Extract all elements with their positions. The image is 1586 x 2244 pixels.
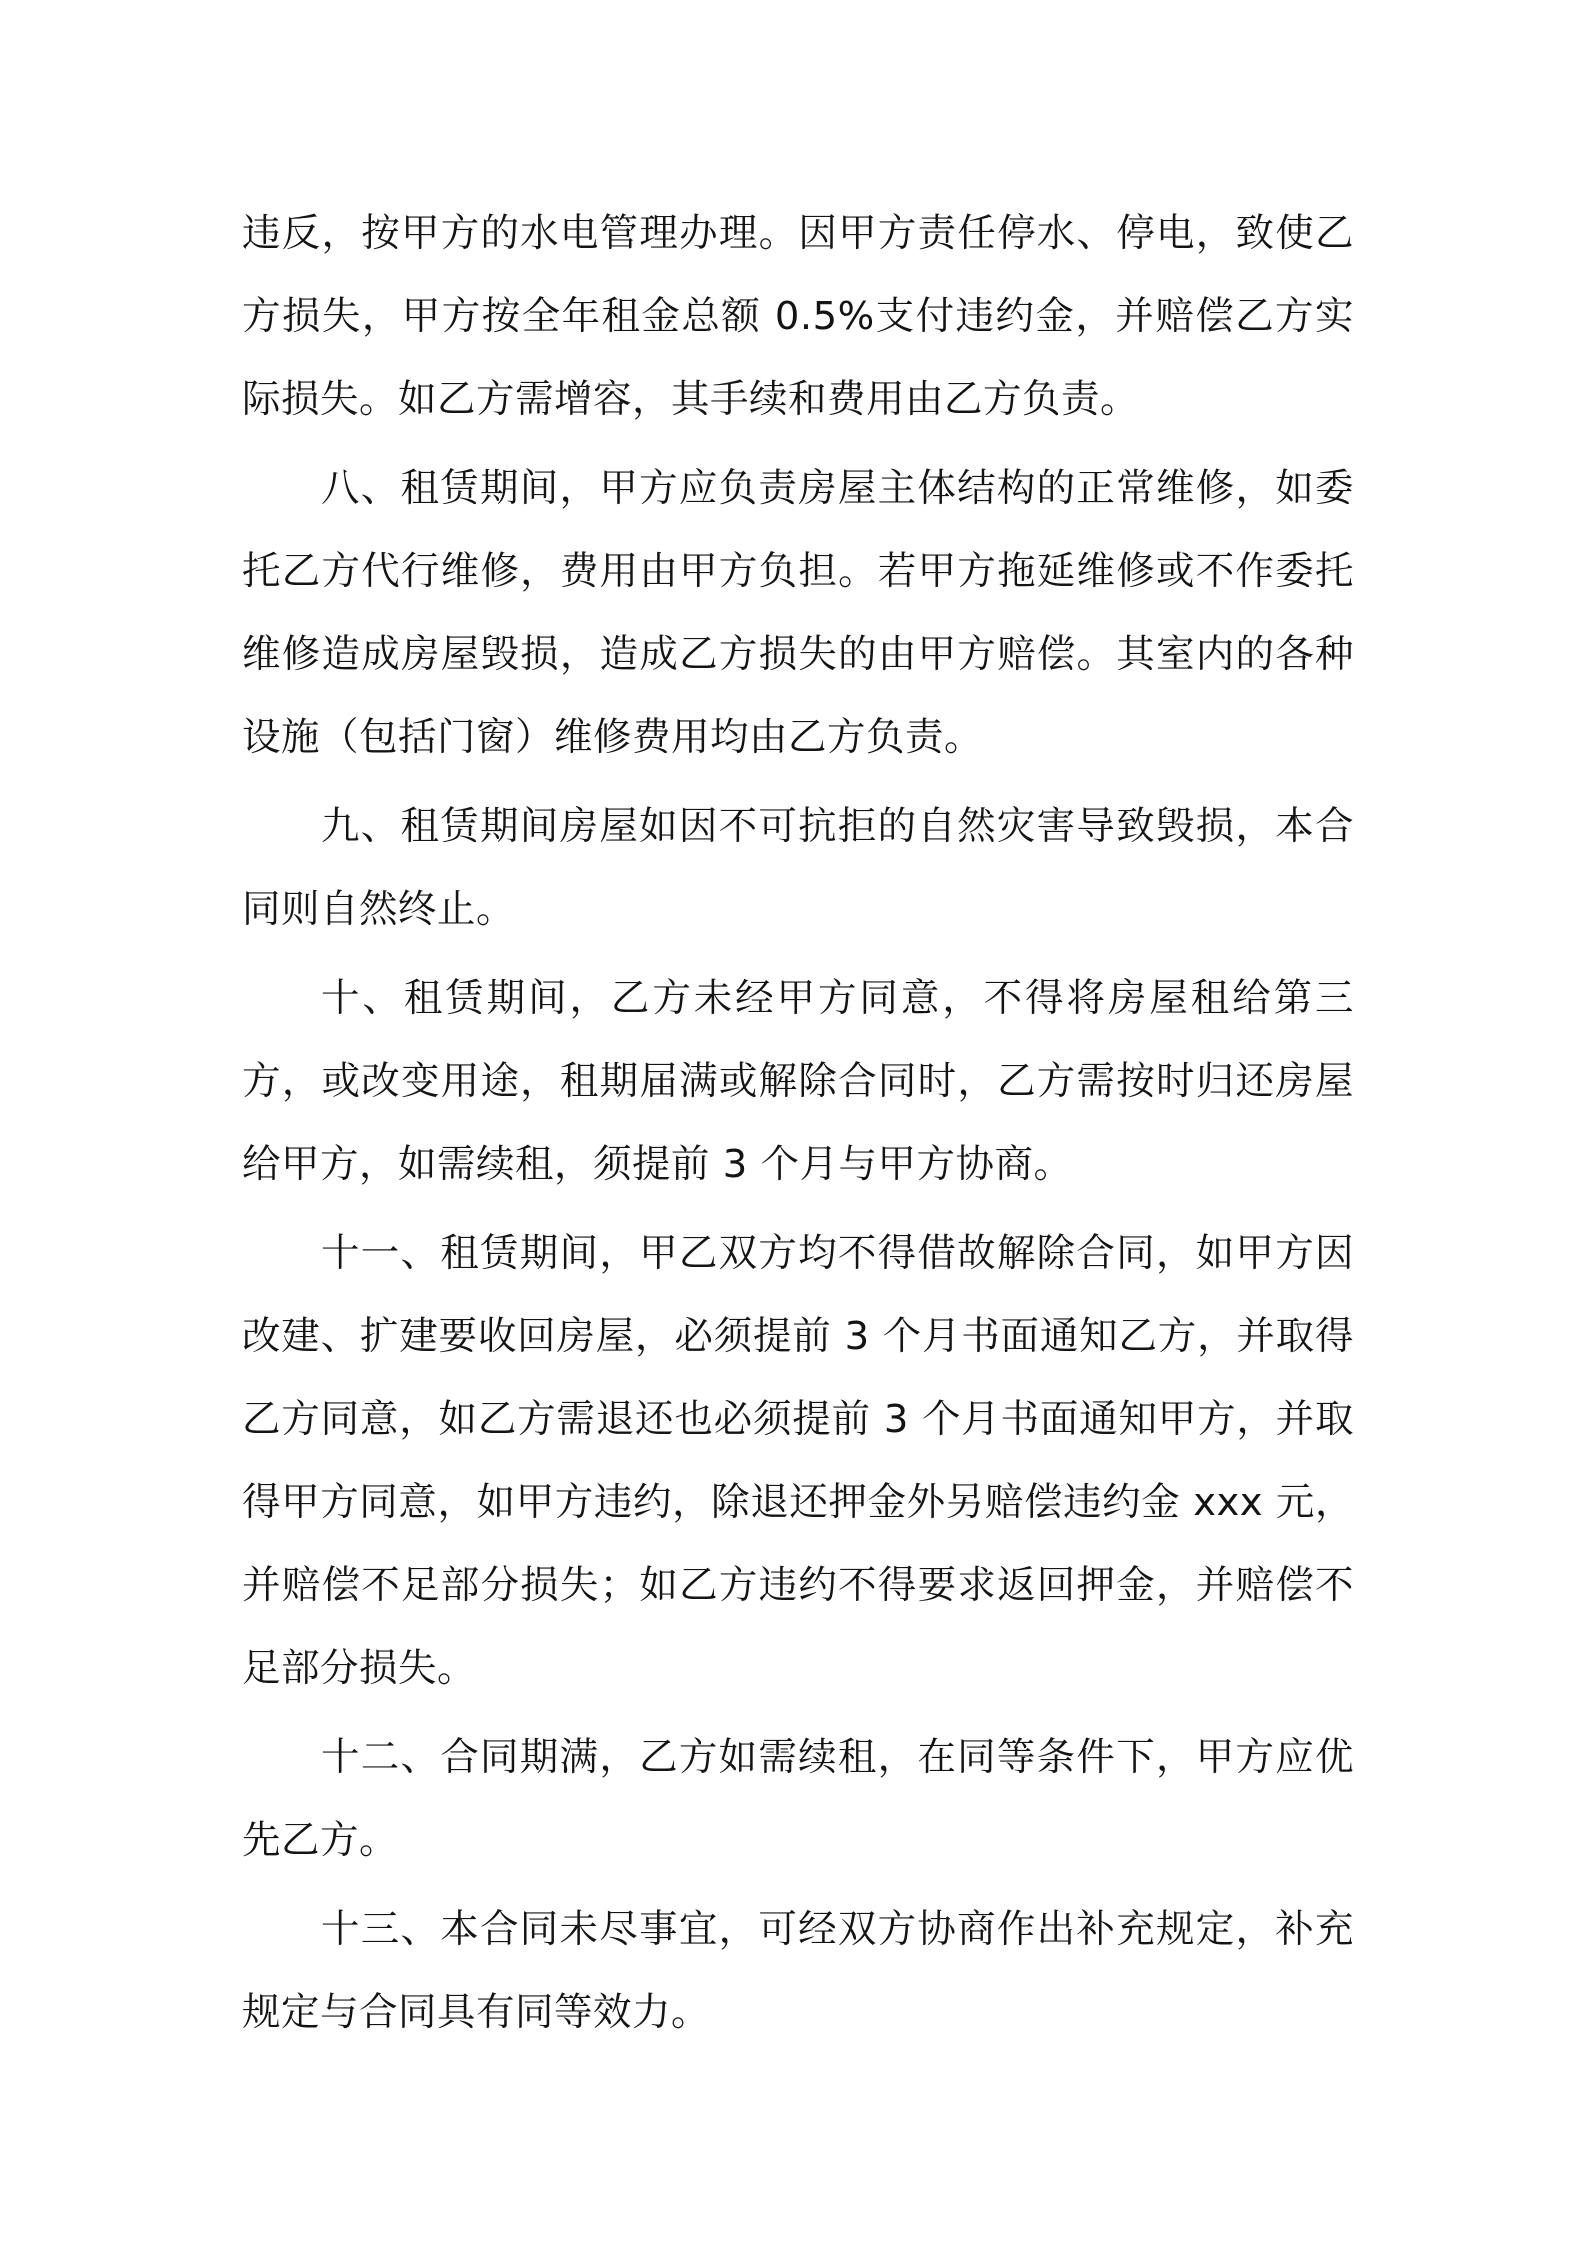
clause-11-termination: 十一、租赁期间，甲乙双方均不得借故解除合同，如甲方因改建、扩建要收回房屋，必须提前 3 个月书面通知乙方，并取得乙方同意，如乙方需退还也必须提前 3 个月书面通知甲方，并取得甲方同意，如甲方违约，除退还押金外另赔偿违约金 xxx 元，并赔偿不足部分损失；如乙方违约不得要求返回押金，并赔偿不足部分损失。 (242, 1231, 1354, 1691)
clause-8-maintenance: 八、租赁期间，甲方应负责房屋主体结构的正常维修，如委托乙方代行维修，费用由甲方负担。若甲方拖延维修或不作委托维修造成房屋毁损，造成乙方损失的由甲方赔偿。其室内的各种设施（包括门窗）维修费用均由乙方负责。 (242, 466, 1354, 760)
clause-12-renewal: 十二、合同期满，乙方如需续租，在同等条件下，甲方应优先乙方。 (242, 1735, 1354, 1863)
paragraph-utilities-continued: 违反，按甲方的水电管理办理。因甲方责任停水、停电，致使乙方损失，甲方按全年租金总额 0.5%支付违约金，并赔偿乙方实际损失。如乙方需增容，其手续和费用由乙方负责。 (242, 211, 1354, 422)
clause-13-supplementary: 十三、本合同未尽事宜，可经双方协商作出补充规定，补充规定与合同具有同等效力。 (242, 1907, 1354, 2035)
clause-9-force-majeure: 九、租赁期间房屋如因不可抗拒的自然灾害导致毁损，本合同则自然终止。 (242, 804, 1354, 932)
clause-10-subletting: 十、租赁期间，乙方未经甲方同意，不得将房屋租给第三方，或改变用途，租期届满或解除合同时，乙方需按时归还房屋给甲方，如需续租，须提前 3 个月与甲方协商。 (242, 976, 1354, 1187)
